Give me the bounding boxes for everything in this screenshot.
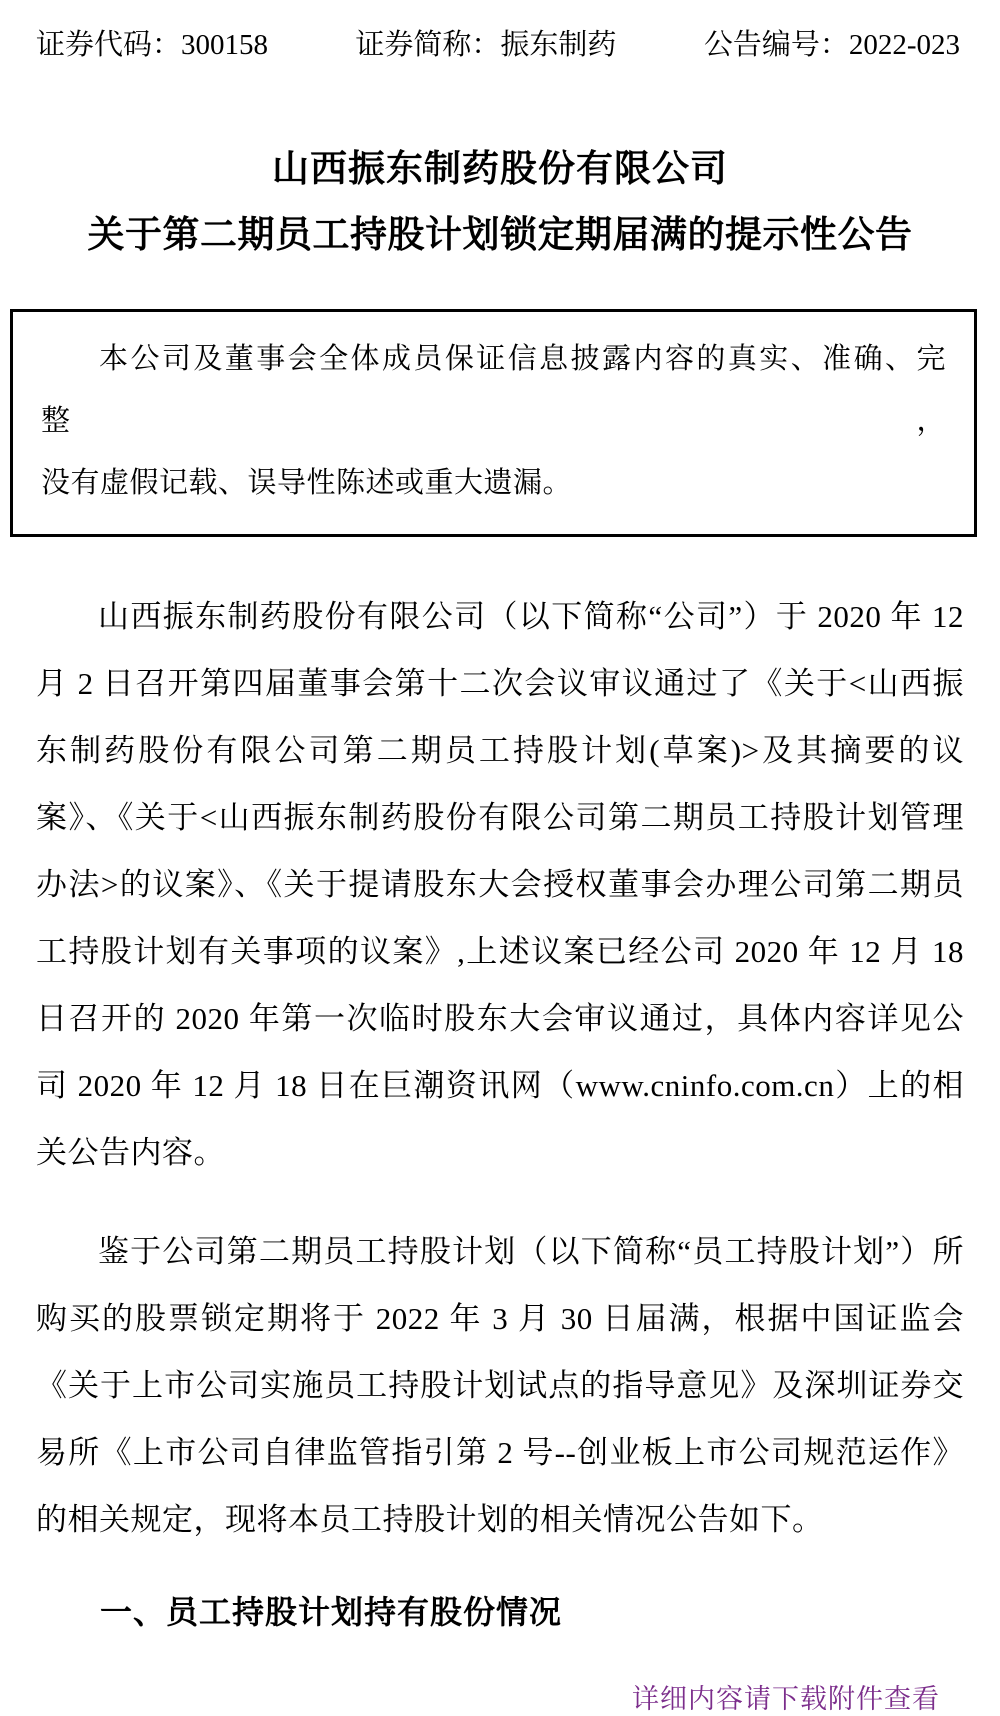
download-attachment-link[interactable]: 详细内容请下载附件查看 bbox=[632, 1683, 940, 1714]
disclaimer-line-2: 没有虚假记载、误导性陈述或重大遗漏。 bbox=[41, 466, 573, 499]
body-paragraph-2: 鉴于公司第二期员工持股计划（以下简称“员工持股计划”）所购买的股票锁定期将于 2022 年 3 月 30 日届满，根据中国证监会《关于上市公司实施员工持股计划试点的指导意见》及深圳证券交易所《上市公司自律监管指引第 2 号--创业板上市公司规范运作》的相关规定，现将本员工持股计划的相关情况公告如下。 bbox=[36, 1233, 964, 1537]
body-paragraph-1: 山西振东制药股份有限公司（以下简称“公司”）于 2020 年 12 月 2 日召开第四届董事会第十二次会议审议通过了《关于<山西振东制药股份有限公司第二期员工持股计划(草案)>及其摘要的议案》、《关于<山西振东制药股份有限公司第二期员工持股计划管理办法>的议案》、《关于提请股东大会授权董事会办理公司第二期员工持股计划有关事项的议案》,上述议案已经公司 2020 年 12 月 18 日召开的 2020 年第一次临时股东大会审议通过，具体内容详见公司 2020 年 12 月 18 日在巨潮资讯网（www.cninfo.com.cn）上的相关公告内容。 bbox=[36, 598, 964, 1170]
stock-short-name: 证券简称：振东制药 bbox=[355, 29, 617, 61]
disclaimer-line-1: 本公司及董事会全体成员保证信息披露内容的真实、准确、完整， bbox=[41, 342, 946, 437]
disclaimer-box bbox=[10, 309, 977, 537]
announcement-number: 公告编号：2022-023 bbox=[703, 29, 960, 61]
announcement-title: 关于第二期员工持股计划锁定期届满的提示性公告 bbox=[87, 214, 913, 256]
section-heading-1: 一、员工持股计划持有股份情况 bbox=[100, 1593, 563, 1630]
company-name-title: 山西振东制药股份有限公司 bbox=[272, 148, 728, 189]
stock-code: 证券代码：300158 bbox=[36, 29, 269, 61]
announcement-page bbox=[0, 26, 1000, 1714]
attachment-notice-row bbox=[0, 1677, 940, 1716]
document-header bbox=[36, 26, 960, 64]
